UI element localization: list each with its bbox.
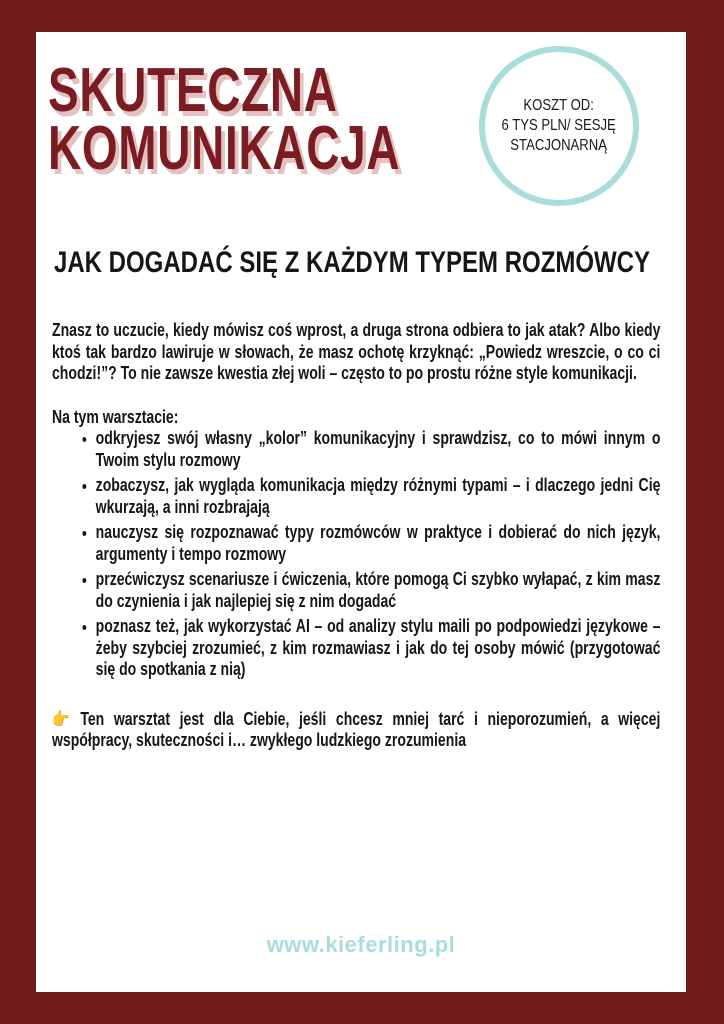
title-line-2: KOMUNIKACJA xyxy=(48,114,401,183)
closing-paragraph xyxy=(52,709,660,752)
list-item: • odkryjesz swój własny „kolor” komunikacyjny i sprawdzisz, co to mówi innym o Twoim stylu rozmowy xyxy=(96,428,661,471)
price-line-2: 6 TYS PLN/ SESJĘ xyxy=(501,117,617,134)
pointing-hand-icon: 👉 xyxy=(52,708,70,729)
page-title xyxy=(48,56,401,183)
list-item: • nauczysz się rozpoznawać typy rozmówców w praktyce i dobierać do nich język, argumenty i tempo rozmowy xyxy=(96,522,661,565)
flyer-page xyxy=(36,32,686,992)
price-badge xyxy=(479,46,639,206)
title-line-1: SKUTECZNA xyxy=(48,56,338,125)
website-link[interactable]: www.kieferling.pl xyxy=(266,932,456,957)
body-content xyxy=(52,320,660,752)
price-line-3: STACJONARNĄ xyxy=(510,137,608,154)
price-line-1: KOSZT OD: xyxy=(523,97,595,114)
price-text xyxy=(502,96,616,156)
intro-paragraph: Znasz to uczucie, kiedy mówisz coś wprost, a druga strona odbiera to jak atak? Albo kiedy ktoś tak bardzo lawiruje w słowach, że masz ochotę krzyknąć: „Powiedz wreszcie, o co ci chodzi!”? To nie zawsze kwestia złej woli – często to po prostu różne style komunikacji. xyxy=(52,320,661,383)
subtitle: JAK DOGADAĆ SIĘ Z KAŻDYM TYPEM ROZMÓWCY xyxy=(54,246,651,279)
workshop-lead: Na tym warsztacie: xyxy=(52,406,179,427)
list-item: • przećwiczysz scenariusze i ćwiczenia, które pomogą Ci szybko wyłapać, z kim masz do czynienia i jak najlepiej się z nim dogadać xyxy=(96,569,661,612)
benefits-list xyxy=(52,428,660,681)
closing-text: Ten warsztat jest dla Ciebie, jeśli chcesz mniej tarć i nieporozumień, a więcej współpracy, skuteczności i… zwykłego ludzkiego zrozumienia xyxy=(52,708,661,750)
list-item: • poznasz też, jak wykorzystać AI – od analizy stylu maili po podpowiedzi językowe – żeby szybciej zrozumieć, z kim rozmawiasz i jak do tej osoby mówić (przygotować się do spotkania z nią) xyxy=(96,616,661,681)
list-item: • zobaczysz, jak wygląda komunikacja między różnymi typami – i dlaczego jedni Cię wkurzają, a inni rozbrajają xyxy=(96,475,661,518)
